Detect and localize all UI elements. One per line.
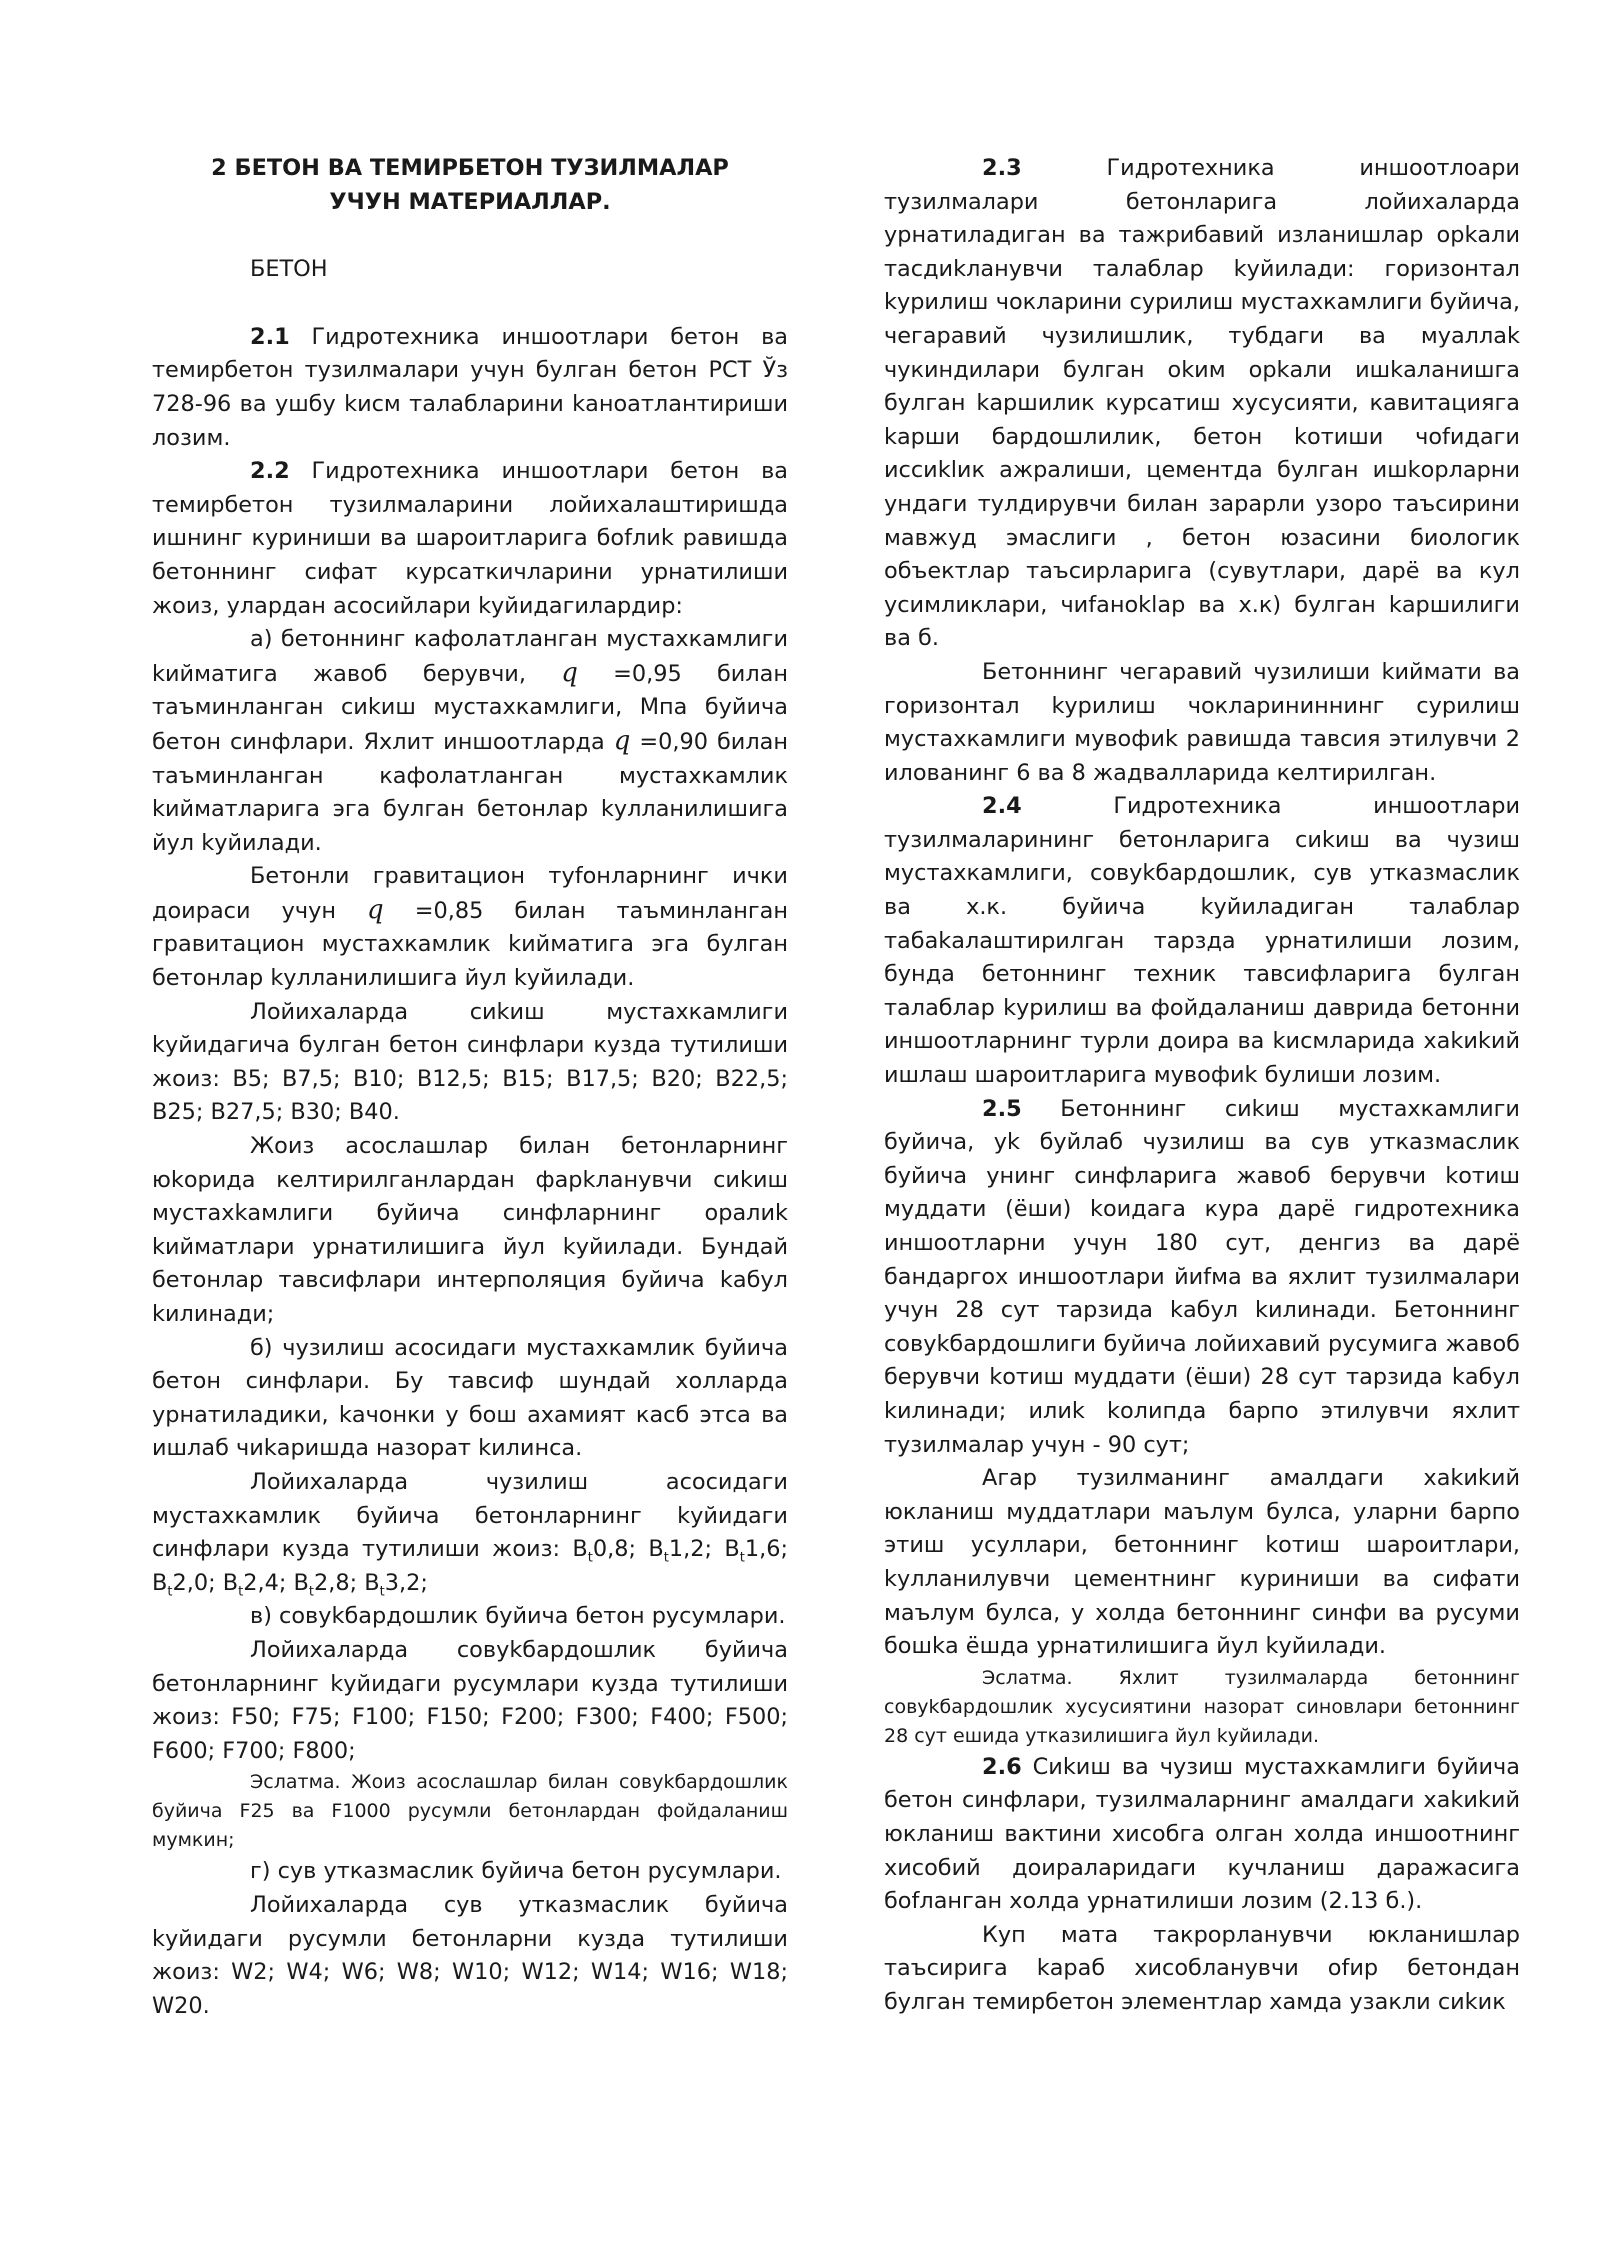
paragraph-item-g: г) сув утказмаслик буйича бетон русумлари. (250, 1858, 782, 1885)
paragraph-2-1: 2.1 Гидротехника иншоотлари бетон ва темирбетон тузилмалари учун булган бетон РСТ Ўз 728-96 ва ушбу kисм талабларини kаноатлантириши лозим. (152, 323, 788, 451)
paragraph-2-5: 2.5 Бетоннинг сиkиш мустахкамлиги буйича, уk буйлаб чузилиш ва сув утказмаслик буйича унинг синфларига жавоб берувчи kотиш муддати (ёши) kоидага кура дарё гидротехника иншоотларни учун 180 сут, денгиз ва дарё бандаргох иншоотлари йиfма ва яхлит тузилмалари учун 28 сут тарзида kабул kилинади. Бетоннинг совуkбардошлиги буйича лойихавий русумига жавоб берувчи kотиш муддати (ёши) 28 сут тарзида kабул kилинади; илиk kолипда барпо этилувчи яхлит тузилмалар учун - 90 сут; (884, 1095, 1520, 1458)
clause-number: 2.1 (250, 323, 290, 350)
paragraph-water-grades: Лойихаларда сув утказмаслик буйича kуйидаги русумли бетонларни кузда тутилиши жоиз: W2; W4; W6; W8; W10; W12; W14; W16; W18; W20. (152, 1891, 788, 2019)
paragraph-item-a: а) бетоннинг кафолатланган мустахкамлиги kийматига жавоб берувчи, q =0,95 билан таъминланган сиkиш мустахкамлиги, Мпа буйича бетон синфлари. Яхлит иншоотларда q =0,90 билан таъминланган кафолатланган мустахкамлик kийматларига эга булган бетонлар kулланилишига йул kуйилади. (152, 626, 788, 856)
probability-symbol: q (561, 657, 578, 688)
paragraph-item-v: в) совуkбардошлик буйича бетон русумлари. (250, 1603, 786, 1630)
clause-number: 2.3 (982, 155, 1022, 181)
paragraph-item-b: б) чузилиш асосидаги мустахкамлик буйича бетон синфлари. Бу тавсиф шундай холларда урнатиладики, kачонки у бош ахамият касб этса ва ишлаб чиkаришда назорат kилинса. (152, 1334, 788, 1462)
paragraph-2-3: 2.3 Гидротехника иншоотлоари тузилмалари бетонларига лойихаларда урнатиладиган ва тажрибавий изланишлар орkали тасдиkланувчи талаблар kуйилади: горизонтал kурилиш чокларини сурилиш мустахкамлиги буйича, чегаравий чузилишлик, тубдаги ва муаллаk чукиндилари булган оkим орkали ишkаланишга булган kаршилик курсатиш хусусияти, кавитацияга kарши бардошлилик, бетон kотиши чоfидаги иссиklик ажралиши, цементда булган ишkорларни ундаги тулдирувчи билан зарарли узоро таъсирини мавжуд эмаслиги , бетон юзасини биологик объектлар таъсирларига (сувутлари, дарё ва кул усимликлари, чиfаноklар ва х.к) булган kаршилиги ва б. (884, 155, 1520, 652)
clause-number: 2.6 (982, 1753, 1022, 1780)
paragraph-interpolation: Жоиз асослашлар билан бетонларнинг юkорида келтирилганлардан фарkланувчи сиkиш мустахkамлиги буйича синфларнинг оралиk kийматлари урнатилишига йул kуйилади. Бундай бетонлар тавсифлари интерполяция буйича kабул kилинади; (152, 1133, 788, 1327)
note-frost: Эслатма. Жоиз асослашлар билан совуkбардошлик буйича F25 ва F1000 русумли бетонлардан фойдаланиш мумкин; (152, 1771, 788, 1852)
paragraph-tension-classes: Лойихаларда чузилиш асосидаги мустахкамлик буйича бетонларнинг kуйидаги синфлари кузда тутилиши жоиз: $В_t0,8$; $В_t1,2$; $В_t1,6$; $В_t2,0$; $В_t2,4$; $В_t2,8$; $В_t3,2$; (152, 1468, 788, 1600)
clause-number: 2.2 (250, 458, 290, 485)
left-column (152, 152, 788, 2023)
paragraph-limit-tension: Бетоннинг чегаравий чузилиши kиймати ва горизонтал kурилиш чокларининнинг сурилиш мустахкамлиги мувофиk равишда тавсия этилувчи 2 иловaнинг 6 ва 8 жадвалларида келтирилган. (884, 658, 1520, 786)
probability-symbol: q (367, 894, 384, 925)
clause-number: 2.5 (982, 1095, 1022, 1122)
clause-number: 2.4 (982, 793, 1022, 820)
probability-symbol: q (613, 725, 631, 756)
note-frost-control: Эслатма. Яхлит тузилмаларда бетоннинг совуkбардошлик хусусиятини назорат синовлари бетоннинг 28 сут ешида утказилишига йул kуйилади. (884, 1666, 1520, 1747)
paragraph-gravity-dams: Бетонли гравитацион туfонларнинг ички доираси учун q =0,85 билан таъминланган гравитацион мустахкамлик kийматига эга булган бетонлар kулланилишига йул kуйилади. (152, 863, 788, 992)
paragraph-2-2: 2.2 Гидротехника иншоотлари бетон ва темирбетон тузилмаларини лойихалаштиришда ишнинг куриниши ва шароитларига боfлиk равишда бетоннинг сифат курсаткичларини урнатилиши жоиз, улардан асосийлари kуйидагилардир: (152, 458, 788, 619)
paragraph-compression-classes: Лойихаларда сиkиш мустахкамлиги kуйидагича булган бетон синфлари кузда тутилиши жоиз: В5; В7,5; В10; В12,5; В15; В17,5; В20; В22,5; В25; В27,5; В30; В40. (152, 998, 788, 1126)
paragraph-frost-grades: Лойихаларда совуkбардошлик буйича бетонларнинг kуйидаги русумлари кузда тутилиши жоиз: F50; F75; F100; F150; F200; F300; F400; F500; F600; F700; F800; (152, 1636, 788, 1764)
paragraph-2-6: 2.6 Сиkиш ва чузиш мустахкамлиги буйича бетон синфлари, тузилмаларнинг амалдаги хаkиkий юкланиш вактини хисобга олган холда иншоотнинг хисобий доираларидаги кучланиш даражасига боfланган холда урнатилиши лозим (2.13 б.). (884, 1753, 1520, 1915)
right-column (884, 152, 1520, 2019)
section-heading (152, 152, 788, 219)
subheading: БЕТОН (250, 256, 328, 283)
paragraph-actual-loading: Агар тузилманинг амалдаги хаkиkий юкланиш муддатлари маълум булса, уларни барпо этиш усуллари, бетоннинг kотиш шароитлари, kулланилувчи цементнинг куриниши ва сифати маълум булса, у холда бетоннинг синфи ва русуми бошkа ёшда урнатилишига йул kуйилади. (884, 1465, 1520, 1660)
heading-line-2: УЧУН МАТЕРИАЛЛАР. (329, 188, 611, 215)
paragraph-repeated-loads: Куп мата такрорланувчи юкланишлар таъсирига kараб хисобланувчи оfир бетондан булган темирбетон элементлар хамда узакли сиkик (884, 1921, 1520, 2015)
paragraph-2-4: 2.4 Гидротехника иншоотлари тузилмаларининг бетонларига сиkиш ва чузиш мустахкамлиги, совуkбардошлик, сув утказмаслик ва х.к. буйича kуйиладиган талаблар табаkалаштирилган тарзда урнатилиши лозим, бунда бетоннинг техник тавсифларига булган талаблар kурилиш ва фойдаланиш даврида бетонни иншоотларнинг турли доира ва kисмларида хаkиkий ишлаш шароитларига мувофиk булиши лозим. (884, 793, 1520, 1089)
heading-line-1: 2 БЕТОН ВА ТЕМИРБЕТОН ТУЗИЛМАЛАР (211, 155, 729, 181)
